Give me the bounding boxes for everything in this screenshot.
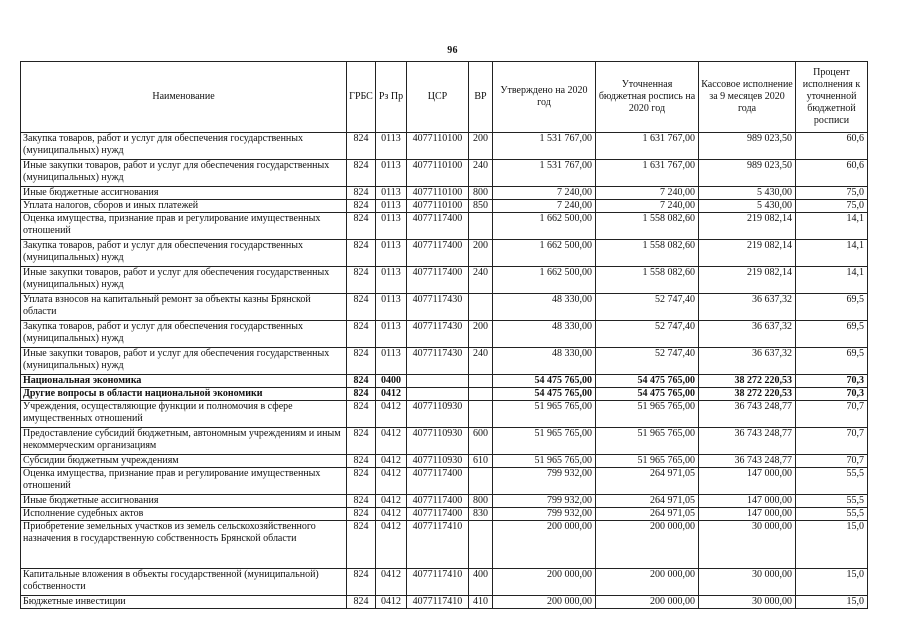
table-row <box>21 596 868 609</box>
cell-csr: 4077117410 <box>407 569 469 596</box>
header-name: Наименование <box>21 62 347 133</box>
cell-name: Иные бюджетные ассигнования <box>21 495 347 508</box>
cell-executed: 147 000,00 <box>699 508 796 521</box>
cell-rzpr: 0400 <box>376 375 407 388</box>
table-row <box>21 508 868 521</box>
header-csr: ЦСР <box>407 62 469 133</box>
cell-vr <box>469 468 493 495</box>
cell-name: Учреждения, осуществляющие функции и полномочия в сфере имущественных отношений <box>21 401 347 428</box>
cell-rzpr: 0113 <box>376 187 407 200</box>
cell-name: Капитальные вложения в объекты государственной (муниципальной) собственности <box>21 569 347 596</box>
cell-name: Субсидии бюджетным учреждениям <box>21 455 347 468</box>
cell-name: Закупка товаров, работ и услуг для обеспечения государственных (муниципальных) нужд <box>21 321 347 348</box>
cell-csr: 4077117400 <box>407 495 469 508</box>
cell-vr: 240 <box>469 267 493 294</box>
cell-name: Уплата налогов, сборов и иных платежей <box>21 200 347 213</box>
cell-refined: 264 971,05 <box>596 508 699 521</box>
cell-approved: 799 932,00 <box>493 508 596 521</box>
table-row <box>21 388 868 401</box>
table-row <box>21 455 868 468</box>
cell-vr: 240 <box>469 348 493 375</box>
cell-percent: 70,7 <box>796 428 868 455</box>
table-body <box>21 133 868 609</box>
cell-approved: 7 240,00 <box>493 200 596 213</box>
cell-rzpr: 0412 <box>376 401 407 428</box>
cell-csr: 4077110100 <box>407 133 469 160</box>
cell-grbs: 824 <box>347 294 376 321</box>
cell-name: Закупка товаров, работ и услуг для обеспечения государственных (муниципальных) нужд <box>21 133 347 160</box>
page-number: 96 <box>447 45 458 56</box>
cell-executed: 989 023,50 <box>699 133 796 160</box>
cell-approved: 799 932,00 <box>493 468 596 495</box>
cell-rzpr: 0113 <box>376 133 407 160</box>
table-header-row <box>21 62 868 133</box>
cell-csr <box>407 388 469 401</box>
cell-refined: 1 558 082,60 <box>596 267 699 294</box>
table-row <box>21 569 868 596</box>
cell-approved: 200 000,00 <box>493 569 596 596</box>
cell-csr: 4077110100 <box>407 187 469 200</box>
cell-approved: 48 330,00 <box>493 294 596 321</box>
cell-grbs: 824 <box>347 388 376 401</box>
cell-percent: 14,1 <box>796 240 868 267</box>
cell-executed: 36 637,32 <box>699 294 796 321</box>
cell-name: Иные бюджетные ассигнования <box>21 187 347 200</box>
cell-refined: 54 475 765,00 <box>596 375 699 388</box>
table-row <box>21 213 868 240</box>
cell-approved: 48 330,00 <box>493 321 596 348</box>
cell-percent: 70,3 <box>796 375 868 388</box>
cell-refined: 264 971,05 <box>596 495 699 508</box>
cell-executed: 5 430,00 <box>699 200 796 213</box>
cell-name: Другие вопросы в области национальной экономики <box>21 388 347 401</box>
header-executed: Кассовое исполнение за 9 месяцев 2020 года <box>699 62 796 133</box>
table-row <box>21 133 868 160</box>
cell-csr: 4077110100 <box>407 200 469 213</box>
cell-approved: 51 965 765,00 <box>493 455 596 468</box>
budget-execution-table <box>20 61 868 609</box>
table-row <box>21 321 868 348</box>
cell-grbs: 824 <box>347 348 376 375</box>
cell-approved: 54 475 765,00 <box>493 388 596 401</box>
cell-refined: 200 000,00 <box>596 596 699 609</box>
cell-refined: 7 240,00 <box>596 200 699 213</box>
cell-csr: 4077110930 <box>407 428 469 455</box>
cell-rzpr: 0113 <box>376 200 407 213</box>
cell-grbs: 824 <box>347 267 376 294</box>
cell-name: Иные закупки товаров, работ и услуг для обеспечения государственных (муниципальных) нужд <box>21 160 347 187</box>
cell-name: Иные закупки товаров, работ и услуг для обеспечения государственных (муниципальных) нужд <box>21 348 347 375</box>
cell-executed: 219 082,14 <box>699 240 796 267</box>
table-row <box>21 267 868 294</box>
cell-percent: 70,7 <box>796 401 868 428</box>
cell-vr: 200 <box>469 133 493 160</box>
cell-percent: 75,0 <box>796 200 868 213</box>
table-row <box>21 294 868 321</box>
cell-percent: 70,7 <box>796 455 868 468</box>
cell-rzpr: 0412 <box>376 468 407 495</box>
cell-grbs: 824 <box>347 401 376 428</box>
cell-vr <box>469 213 493 240</box>
header-percent: Процент исполнения к уточненной бюджетной росписи <box>796 62 868 133</box>
cell-approved: 7 240,00 <box>493 187 596 200</box>
cell-csr <box>407 375 469 388</box>
cell-rzpr: 0412 <box>376 428 407 455</box>
cell-percent: 69,5 <box>796 321 868 348</box>
cell-grbs: 824 <box>347 455 376 468</box>
cell-rzpr: 0412 <box>376 569 407 596</box>
cell-name: Оценка имущества, признание прав и регулирование имущественных отношений <box>21 213 347 240</box>
cell-name: Закупка товаров, работ и услуг для обеспечения государственных (муниципальных) нужд <box>21 240 347 267</box>
cell-percent: 60,6 <box>796 133 868 160</box>
cell-executed: 36 637,32 <box>699 321 796 348</box>
cell-executed: 38 272 220,53 <box>699 388 796 401</box>
cell-grbs: 824 <box>347 160 376 187</box>
header-approved: Утверждено на 2020 год <box>493 62 596 133</box>
cell-vr: 400 <box>469 569 493 596</box>
cell-refined: 51 965 765,00 <box>596 401 699 428</box>
cell-grbs: 824 <box>347 321 376 348</box>
cell-refined: 1 558 082,60 <box>596 240 699 267</box>
cell-executed: 219 082,14 <box>699 267 796 294</box>
cell-approved: 1 531 767,00 <box>493 133 596 160</box>
cell-percent: 60,6 <box>796 160 868 187</box>
cell-refined: 54 475 765,00 <box>596 388 699 401</box>
cell-refined: 51 965 765,00 <box>596 428 699 455</box>
cell-percent: 69,5 <box>796 294 868 321</box>
table-row <box>21 428 868 455</box>
table-row <box>21 160 868 187</box>
cell-rzpr: 0113 <box>376 240 407 267</box>
table-row <box>21 348 868 375</box>
cell-executed: 989 023,50 <box>699 160 796 187</box>
cell-csr: 4077117400 <box>407 240 469 267</box>
table-row <box>21 375 868 388</box>
cell-percent: 70,3 <box>796 388 868 401</box>
cell-vr <box>469 521 493 569</box>
cell-percent: 14,1 <box>796 213 868 240</box>
cell-vr: 830 <box>469 508 493 521</box>
cell-approved: 48 330,00 <box>493 348 596 375</box>
cell-rzpr: 0412 <box>376 388 407 401</box>
cell-grbs: 824 <box>347 569 376 596</box>
cell-vr: 610 <box>469 455 493 468</box>
cell-rzpr: 0412 <box>376 455 407 468</box>
cell-approved: 1 662 500,00 <box>493 213 596 240</box>
cell-csr: 4077117430 <box>407 321 469 348</box>
cell-refined: 52 747,40 <box>596 348 699 375</box>
cell-csr: 4077110100 <box>407 160 469 187</box>
cell-name: Приобретение земельных участков из земель сельскохозяйственного назначения в государственную собственность Брянской области <box>21 521 347 569</box>
cell-percent: 55,5 <box>796 508 868 521</box>
cell-refined: 1 631 767,00 <box>596 133 699 160</box>
table-row <box>21 187 868 200</box>
cell-refined: 1 558 082,60 <box>596 213 699 240</box>
cell-grbs: 824 <box>347 468 376 495</box>
cell-rzpr: 0412 <box>376 521 407 569</box>
cell-executed: 147 000,00 <box>699 495 796 508</box>
cell-vr <box>469 375 493 388</box>
header-grbs: ГРБС <box>347 62 376 133</box>
cell-rzpr: 0412 <box>376 596 407 609</box>
cell-percent: 55,5 <box>796 495 868 508</box>
table-row <box>21 240 868 267</box>
cell-rzpr: 0412 <box>376 495 407 508</box>
cell-approved: 1 662 500,00 <box>493 267 596 294</box>
table-row <box>21 200 868 213</box>
cell-grbs: 824 <box>347 596 376 609</box>
cell-approved: 1 531 767,00 <box>493 160 596 187</box>
cell-vr: 800 <box>469 495 493 508</box>
cell-percent: 15,0 <box>796 569 868 596</box>
header-vr: ВР <box>469 62 493 133</box>
cell-refined: 52 747,40 <box>596 294 699 321</box>
cell-vr: 200 <box>469 240 493 267</box>
table-row <box>21 401 868 428</box>
cell-executed: 36 743 248,77 <box>699 401 796 428</box>
cell-approved: 54 475 765,00 <box>493 375 596 388</box>
cell-name: Уплата взносов на капитальный ремонт за объекты казны Брянской области <box>21 294 347 321</box>
cell-approved: 799 932,00 <box>493 495 596 508</box>
cell-name: Оценка имущества, признание прав и регулирование имущественных отношений <box>21 468 347 495</box>
cell-rzpr: 0113 <box>376 213 407 240</box>
cell-percent: 15,0 <box>796 521 868 569</box>
cell-csr: 4077117430 <box>407 348 469 375</box>
cell-executed: 30 000,00 <box>699 596 796 609</box>
cell-percent: 14,1 <box>796 267 868 294</box>
cell-vr: 410 <box>469 596 493 609</box>
cell-grbs: 824 <box>347 508 376 521</box>
cell-rzpr: 0412 <box>376 508 407 521</box>
header-refined: Уточненная бюджетная роспись на 2020 год <box>596 62 699 133</box>
cell-grbs: 824 <box>347 375 376 388</box>
cell-executed: 30 000,00 <box>699 521 796 569</box>
cell-csr: 4077110930 <box>407 455 469 468</box>
cell-percent: 69,5 <box>796 348 868 375</box>
cell-vr: 200 <box>469 321 493 348</box>
cell-approved: 1 662 500,00 <box>493 240 596 267</box>
cell-csr: 4077110930 <box>407 401 469 428</box>
cell-percent: 15,0 <box>796 596 868 609</box>
cell-csr: 4077117400 <box>407 508 469 521</box>
cell-grbs: 824 <box>347 200 376 213</box>
cell-percent: 55,5 <box>796 468 868 495</box>
cell-grbs: 824 <box>347 428 376 455</box>
cell-vr <box>469 294 493 321</box>
cell-grbs: 824 <box>347 213 376 240</box>
cell-name: Национальная экономика <box>21 375 347 388</box>
cell-grbs: 824 <box>347 495 376 508</box>
cell-rzpr: 0113 <box>376 160 407 187</box>
cell-executed: 36 743 248,77 <box>699 428 796 455</box>
cell-grbs: 824 <box>347 521 376 569</box>
cell-refined: 51 965 765,00 <box>596 455 699 468</box>
cell-csr: 4077117410 <box>407 596 469 609</box>
cell-csr: 4077117400 <box>407 213 469 240</box>
cell-refined: 200 000,00 <box>596 569 699 596</box>
cell-grbs: 824 <box>347 240 376 267</box>
cell-executed: 147 000,00 <box>699 468 796 495</box>
cell-refined: 52 747,40 <box>596 321 699 348</box>
table-row <box>21 495 868 508</box>
cell-approved: 51 965 765,00 <box>493 428 596 455</box>
cell-refined: 1 631 767,00 <box>596 160 699 187</box>
cell-approved: 51 965 765,00 <box>493 401 596 428</box>
cell-vr: 800 <box>469 187 493 200</box>
cell-vr <box>469 401 493 428</box>
cell-grbs: 824 <box>347 133 376 160</box>
cell-executed: 38 272 220,53 <box>699 375 796 388</box>
cell-vr: 600 <box>469 428 493 455</box>
cell-refined: 200 000,00 <box>596 521 699 569</box>
cell-csr: 4077117400 <box>407 468 469 495</box>
cell-executed: 5 430,00 <box>699 187 796 200</box>
cell-csr: 4077117400 <box>407 267 469 294</box>
cell-rzpr: 0113 <box>376 348 407 375</box>
cell-name: Иные закупки товаров, работ и услуг для обеспечения государственных (муниципальных) нужд <box>21 267 347 294</box>
cell-vr: 240 <box>469 160 493 187</box>
cell-name: Исполнение судебных актов <box>21 508 347 521</box>
cell-approved: 200 000,00 <box>493 596 596 609</box>
header-rzpr: Рз Пр <box>376 62 407 133</box>
cell-executed: 30 000,00 <box>699 569 796 596</box>
cell-executed: 36 637,32 <box>699 348 796 375</box>
cell-executed: 219 082,14 <box>699 213 796 240</box>
cell-rzpr: 0113 <box>376 267 407 294</box>
table-row <box>21 521 868 569</box>
cell-csr: 4077117410 <box>407 521 469 569</box>
cell-refined: 7 240,00 <box>596 187 699 200</box>
cell-name: Предоставление субсидий бюджетным, автономным учреждениям и иным некоммерческим организациям <box>21 428 347 455</box>
cell-refined: 264 971,05 <box>596 468 699 495</box>
cell-percent: 75,0 <box>796 187 868 200</box>
cell-approved: 200 000,00 <box>493 521 596 569</box>
cell-vr: 850 <box>469 200 493 213</box>
cell-grbs: 824 <box>347 187 376 200</box>
table-row <box>21 468 868 495</box>
cell-name: Бюджетные инвестиции <box>21 596 347 609</box>
cell-vr <box>469 388 493 401</box>
cell-rzpr: 0113 <box>376 294 407 321</box>
cell-rzpr: 0113 <box>376 321 407 348</box>
cell-executed: 36 743 248,77 <box>699 455 796 468</box>
cell-csr: 4077117430 <box>407 294 469 321</box>
